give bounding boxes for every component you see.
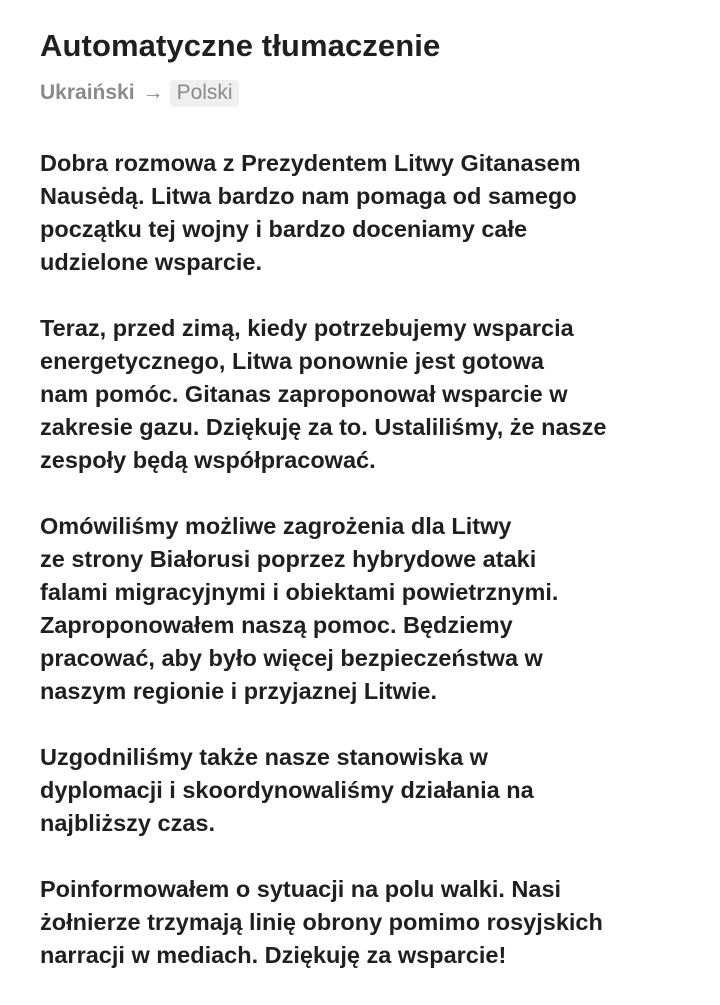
arrow-right-icon: → (142, 81, 164, 104)
paragraph: Omówiliśmy możliwe zagrożenia dla Litwy ze strony Białorusi poprzez hybrydowe ataki falami migracyjnymi i obiektami powietrznymi. Zaproponowałem naszą pomoc. Będziemy pracować, aby było więcej bezpieczeństwa w naszym regionie i przyjaznej Litwie. (40, 513, 559, 704)
paragraph: Teraz, przed zimą, kiedy potrzebujemy wsparcia energetycznego, Litwa ponownie jest gotowa nam pomóc. Gitanas zaproponował wsparcie w zakresie gazu. Dziękuję za to. Ustaliliśmy, że nasze zespoły będą współpracować. (40, 315, 607, 473)
source-language[interactable]: Ukraiński (40, 81, 135, 104)
language-selector (40, 78, 700, 108)
translated-text (40, 147, 702, 1005)
page-title: Automatyczne tłumaczenie (40, 28, 441, 63)
paragraph: Uzgodniliśmy także nasze stanowiska w dyplomacji i skoordynowaliśmy działania na najbliższy czas. (40, 744, 534, 836)
translation-header (40, 24, 700, 108)
paragraph: Poinformowałem o sytuacji na polu walki. Nasi żołnierze trzymają linię obrony pomimo rosyjskich narracji w mediach. Dziękuję za wsparcie! (40, 876, 603, 968)
target-language-chip[interactable]: Polski (170, 80, 239, 107)
paragraph: Dobra rozmowa z Prezydentem Litwy Gitanasem Nausėdą. Litwa bardzo nam pomaga od samego początku tej wojny i bardzo doceniamy całe udzielone wsparcie. (40, 150, 581, 275)
